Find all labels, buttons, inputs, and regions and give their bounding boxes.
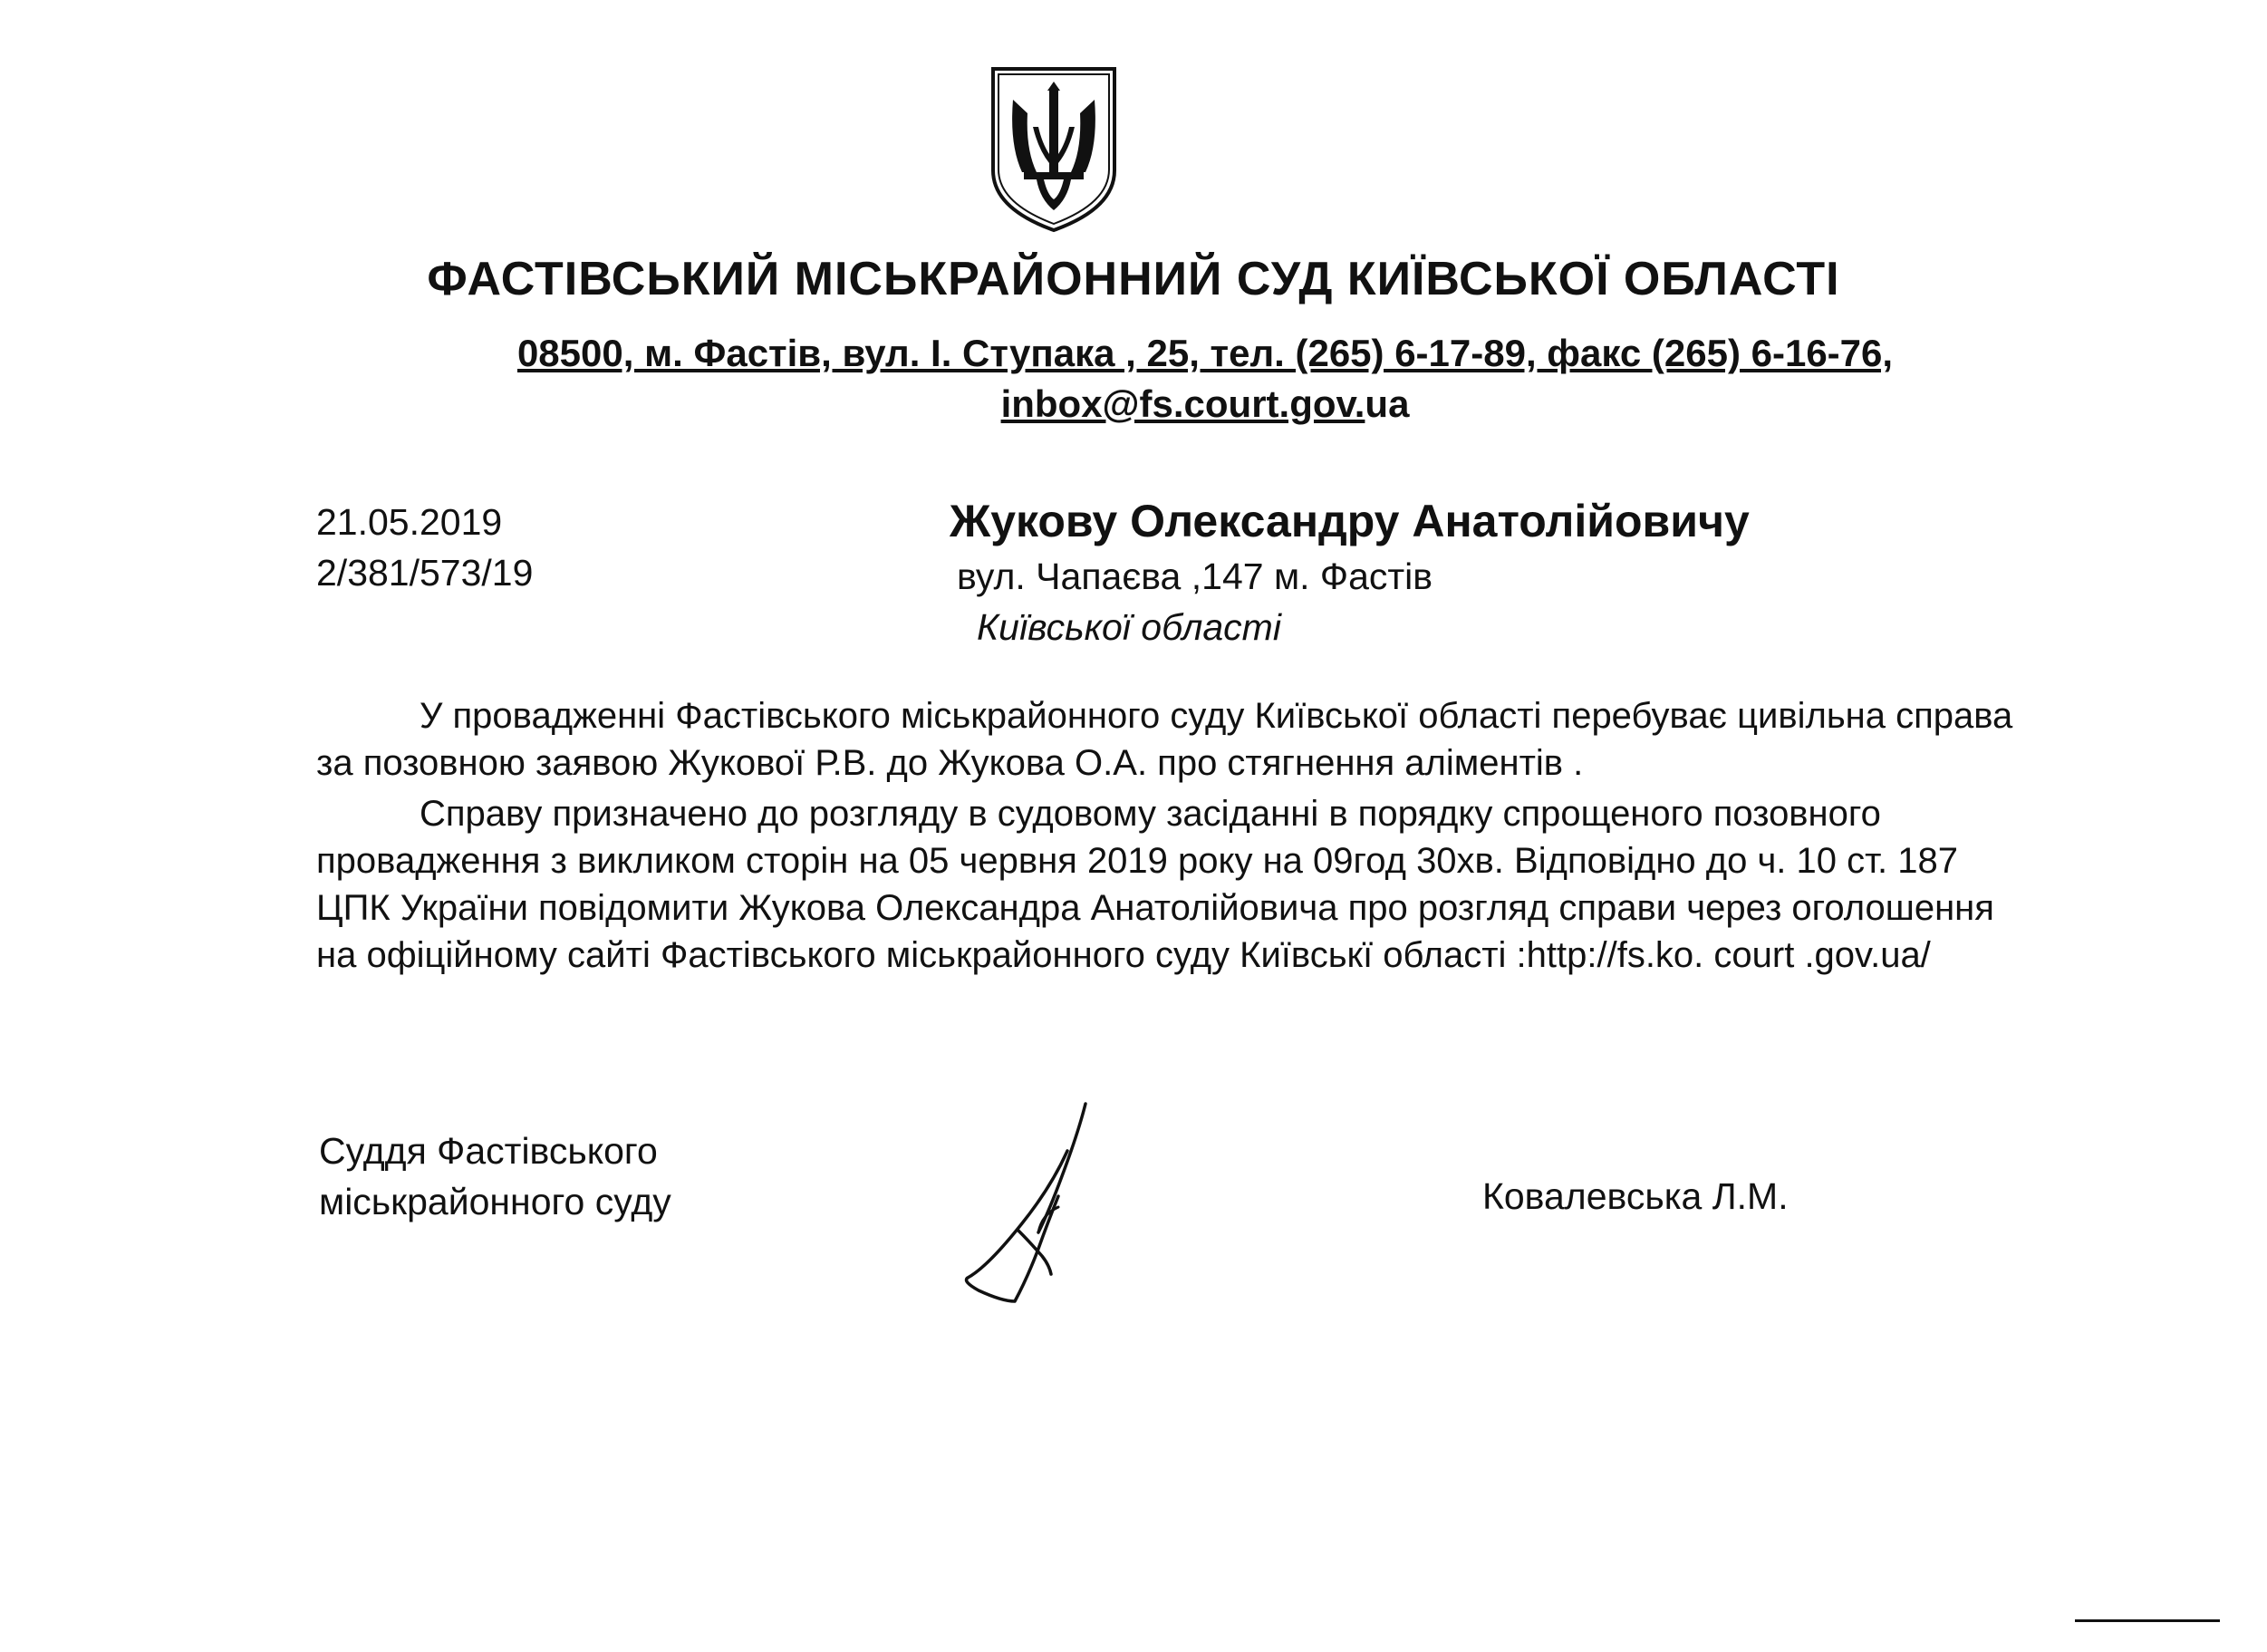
letter-meta [316,497,533,598]
body-paragraph-2: Справу призначено до розгляду в судовому засіданні в порядку спрощеного позовного провадження з викликом сторін на 05 червня 2019 року на 09год 30хв. Відповідно до ч. 10 ст. 187 ЦПК України повідомити Жукова Олександра Анатолійовича про розгляд справи через оголошення на офіційному сайті Фастівського міськрайонного суду Київськї області :http://fs.ko. court .gov.ua/ [316,794,1994,975]
footer-divider [2075,1619,2220,1622]
recipient-block [950,491,1750,652]
recipient-region: Київської області [977,606,1281,648]
court-email [1001,382,1410,425]
court-address-block [435,328,1975,430]
judge-title-line-2: міськрайонного суду [319,1181,671,1222]
recipient-name: Жукову Олександру Анатолійовичу [950,496,1750,546]
court-email-link[interactable]: inbox@fs.court.gov. [1000,382,1365,425]
judge-name: Ковалевська Л.М. [1482,1175,1789,1217]
handwritten-signature [951,1097,1124,1314]
court-name-heading: ФАСТІВСЬКИЙ МІСЬКРАЙОННИЙ СУД КИЇВСЬКОЇ ОБЛАСТІ [427,253,1840,305]
judge-title-line-1: Суддя Фастівського [319,1130,658,1172]
court-address-line: 08500, м. Фастів, вул. І. Ступака , 25, тел. (265) 6-17-89, факс (265) 6-16-76, [516,332,1894,374]
court-email-suffix: ua [1365,382,1410,425]
case-number: 2/381/573/19 [316,552,534,594]
body-paragraph-1: У провадженні Фастівського міськрайонного суду Київської області перебуває цивільна справа за позовною заявою Жукової Р.В. до Жукова О.А. про стягнення аліментів . [316,696,2013,783]
letter-body [316,692,2020,979]
judge-title [319,1125,671,1227]
letter-date: 21.05.2019 [316,501,503,543]
trident-coat-of-arms-icon [986,63,1122,236]
recipient-street: вул. Чапаєва ,147 м. Фастів [957,555,1433,597]
